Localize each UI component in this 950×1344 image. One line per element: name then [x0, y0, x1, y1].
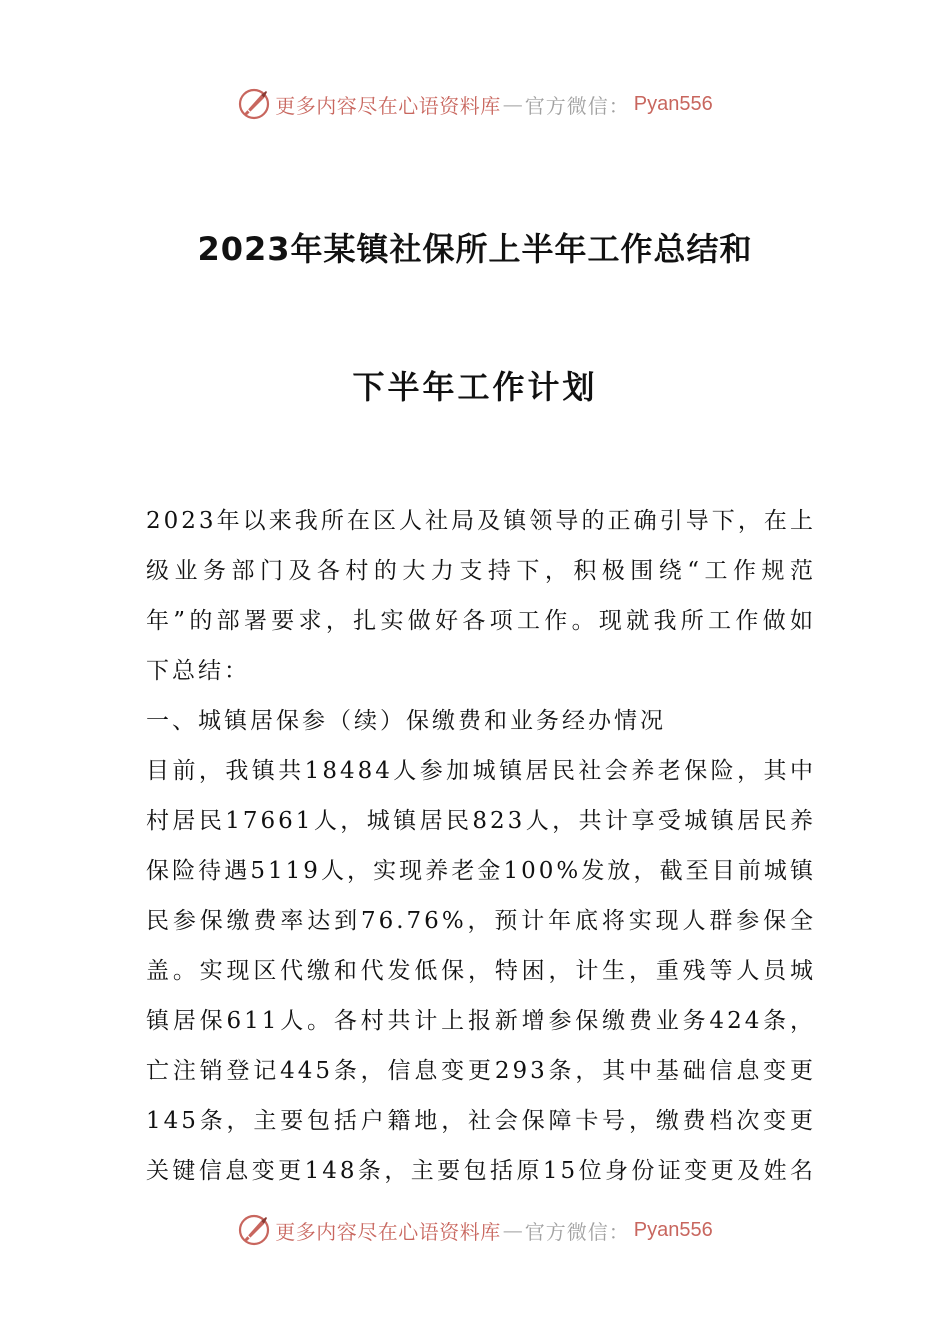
- body-line: 级业务部门及各村的大力支持下，积极围绕“工作规范: [146, 558, 816, 584]
- quill-pen-icon: [237, 87, 271, 121]
- watermark-text: 更多内容尽在心语资料库: [275, 1219, 501, 1244]
- body-line: 亡注销登记445条，信息变更293条，其中基础信息变更: [146, 1058, 816, 1084]
- body-line: 民参保缴费率达到76.76%，预计年底将实现人群参保全: [146, 908, 816, 934]
- body-line: 保险待遇5119人，实现养老金100%发放，截至目前城镇: [146, 858, 816, 884]
- watermark-dash: —: [502, 92, 523, 116]
- body-line: 村居民17661人，城镇居民823人，共计享受城镇居民养: [146, 808, 816, 834]
- body-line: 2023年以来我所在区人社局及镇领导的正确引导下，在上: [146, 508, 816, 534]
- section-heading: 一、城镇居保参（续）保缴费和业务经办情况: [146, 708, 666, 734]
- body-line: 镇居保611人。各村共计上报新增参保缴费业务424条，: [146, 1008, 816, 1034]
- document-body: [146, 496, 816, 1196]
- watermark-account-id: Pyan556: [633, 1218, 713, 1241]
- header-watermark: [0, 84, 950, 124]
- document-title-line1: 2023年某镇社保所上半年工作总结和: [197, 230, 753, 268]
- watermark-account-label: 官方微信：: [524, 1219, 630, 1244]
- body-line: 145条，主要包括户籍地，社会保障卡号，缴费档次变更: [146, 1108, 816, 1134]
- body-line: 关键信息变更148条，主要包括原15位身份证变更及姓名: [146, 1158, 816, 1184]
- watermark-dash: —: [502, 1218, 523, 1242]
- watermark-account-label: 官方微信：: [524, 93, 630, 118]
- footer-watermark: [0, 1210, 950, 1250]
- body-line: 盖。实现区代缴和代发低保，特困，计生，重残等人员城: [146, 958, 816, 984]
- document-title-line2: 下半年工作计划: [352, 368, 598, 406]
- quill-pen-icon: [237, 1213, 271, 1247]
- watermark-text: 更多内容尽在心语资料库: [275, 93, 501, 118]
- body-line: 年”的部署要求，扎实做好各项工作。现就我所工作做如: [146, 608, 816, 634]
- watermark-account-id: Pyan556: [633, 92, 713, 115]
- body-line: 目前，我镇共18484人参加城镇居民社会养老保险，其中: [146, 758, 816, 784]
- body-line: 下总结：: [146, 658, 250, 684]
